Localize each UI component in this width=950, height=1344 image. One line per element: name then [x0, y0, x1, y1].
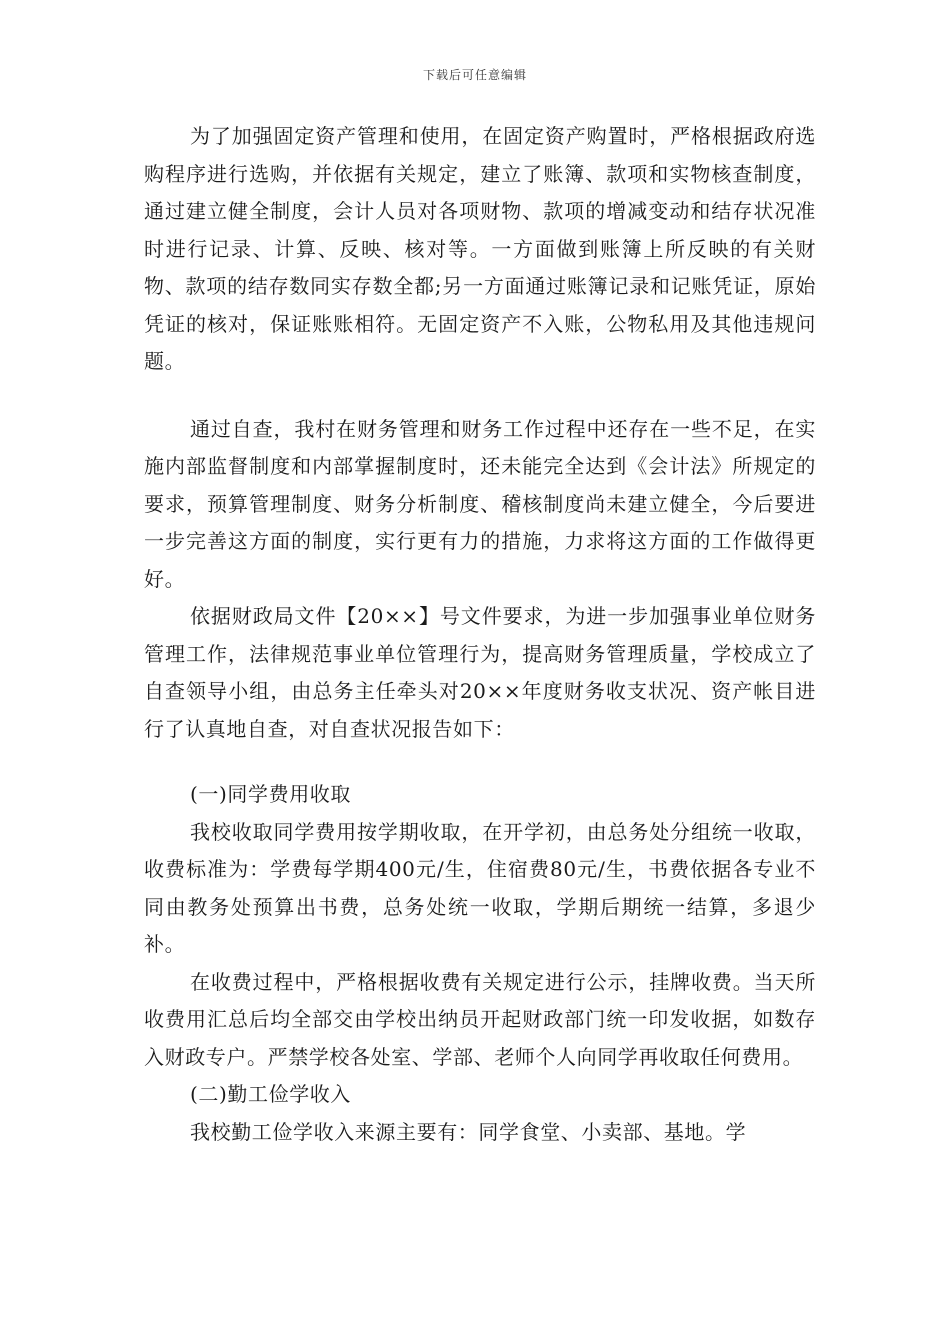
- paragraph-self-inspection: 通过自查，我村在财务管理和财务工作过程中还存在一些不足，在实施内部监督制度和内部掌握制度时，还未能完全达到《会计法》所规定的要求，预算管理制度、财务分析制度、稽核制度尚未建立健全，今后要进一步完善这方面的制度，实行更有力的措施，力求将这方面的工作做得更好。: [144, 416, 816, 591]
- section-heading-work-study: (二)勤工俭学收入: [190, 1082, 352, 1106]
- paragraph-work-study-income: 我校勤工俭学收入来源主要有：同学食堂、小卖部、基地。学: [190, 1119, 747, 1144]
- paragraph-fee-collection: 我校收取同学费用按学期收取，在开学初，由总务处分组统一收取，收费标准为：学费每学期400元/生，住宿费80元/生，书费依据各专业不同由教务处预算出书费，总务处统一收取，学期后期统一结算，多退少补。: [144, 819, 816, 956]
- paragraph-fee-process: 在收费过程中，严格根据收费有关规定进行公示，挂牌收费。当天所收费用汇总后均全部交由学校出纳员开起财政部门统一印发收据，如数存入财政专户。严禁学校各处室、学部、老师个人向同学再收取任何费用。: [144, 969, 816, 1069]
- paragraph-report-intro: 依据财政局文件【20××】号文件要求，为进一步加强事业单位财务管理工作，法律规范事业单位管理行为，提高财务管理质量，学校成立了自查领导小组，由总务主任牵头对20××年度财务收支状况、资产帐目进行了认真地自查，对自查状况报告如下：: [144, 604, 816, 741]
- document-body: [144, 118, 816, 1151]
- section-heading-student-fees: (一)同学费用收取: [190, 782, 352, 806]
- paragraph-fixed-assets: 为了加强固定资产管理和使用，在固定资产购置时，严格根据政府选购程序进行选购，并依据有关规定，建立了账簿、款项和实物核查制度，通过建立健全制度，会计人员对各项财物、款项的增减变动和结存状况准时进行记录、计算、反映、核对等。一方面做到账簿上所反映的有关财物、款项的结存数同实存数全都;另一方面通过账簿记录和记账凭证，原始凭证的核对，保证账账相符。无固定资产不入账，公物私用及其他违规问题。: [144, 124, 816, 373]
- page-header: 下载后可任意编辑: [422, 68, 527, 82]
